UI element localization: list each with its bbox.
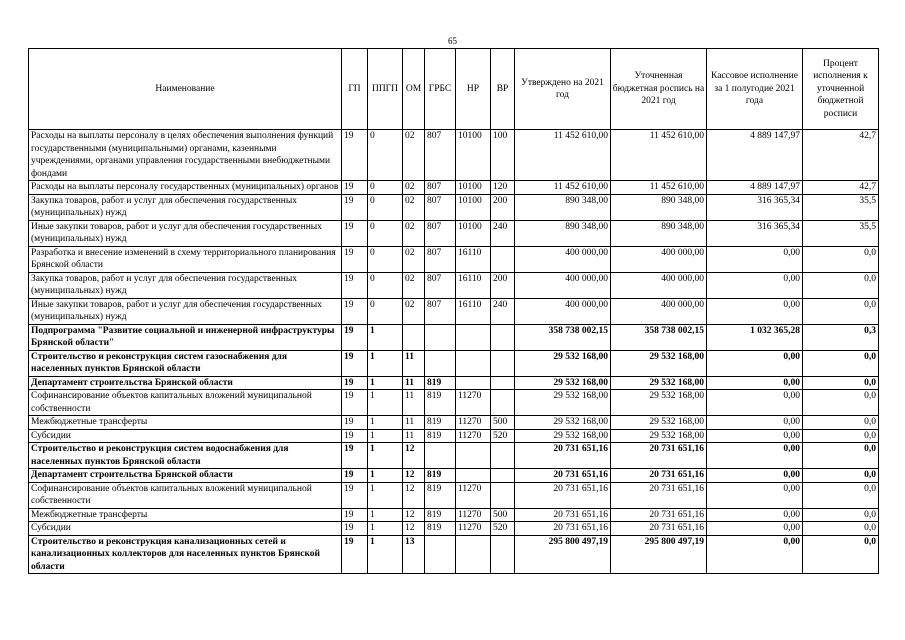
refined-cell: 295 800 497,19 xyxy=(611,535,707,574)
om-cell: 02 xyxy=(403,181,425,195)
nr-cell xyxy=(456,443,491,469)
cash-cell: 0,00 xyxy=(707,350,803,376)
ppgp-cell: 1 xyxy=(368,416,403,430)
ppgp-cell: 0 xyxy=(368,130,403,181)
name-cell: Департамент строительства Брянской области xyxy=(29,469,342,483)
cash-cell: 0,00 xyxy=(707,535,803,574)
name-cell: Строительство и реконструкция канализационных сетей и канализационных коллекторов для населенных пунктов Брянской области xyxy=(29,535,342,574)
percent-cell: 0,0 xyxy=(803,429,879,443)
gp-cell: 19 xyxy=(342,298,368,324)
vr-cell xyxy=(491,376,515,390)
gp-cell: 19 xyxy=(342,522,368,536)
gp-cell: 19 xyxy=(342,390,368,416)
grbs-cell: 819 xyxy=(425,416,456,430)
vr-cell xyxy=(491,443,515,469)
gp-cell: 19 xyxy=(342,246,368,272)
gp-cell: 19 xyxy=(342,482,368,508)
name-cell: Разработка и внесение изменений в схему территориального планирования Брянской области xyxy=(29,246,342,272)
vr-cell xyxy=(491,390,515,416)
grbs-cell: 819 xyxy=(425,390,456,416)
om-cell: 11 xyxy=(403,376,425,390)
name-cell: Расходы на выплаты персоналу государственных (муниципальных) органов xyxy=(29,181,342,195)
om-cell: 12 xyxy=(403,482,425,508)
vr-cell: 200 xyxy=(491,194,515,220)
table-row xyxy=(29,469,879,483)
om-cell: 11 xyxy=(403,390,425,416)
cash-cell: 0,00 xyxy=(707,482,803,508)
vr-cell: 500 xyxy=(491,416,515,430)
name-cell: Строительство и реконструкция систем водоснабжения для населенных пунктов Брянской области xyxy=(29,443,342,469)
gp-cell: 19 xyxy=(342,535,368,574)
nr-cell xyxy=(456,376,491,390)
ppgp-cell: 0 xyxy=(368,220,403,246)
om-cell: 11 xyxy=(403,429,425,443)
nr-cell xyxy=(456,469,491,483)
name-cell: Межбюджетные трансферты xyxy=(29,508,342,522)
ppgp-cell: 0 xyxy=(368,194,403,220)
cash-cell: 316 365,34 xyxy=(707,220,803,246)
approved-cell: 11 452 610,00 xyxy=(515,181,611,195)
approved-cell: 20 731 651,16 xyxy=(515,508,611,522)
grbs-cell: 807 xyxy=(425,246,456,272)
approved-cell: 29 532 168,00 xyxy=(515,350,611,376)
table-row xyxy=(29,390,879,416)
om-cell: 11 xyxy=(403,416,425,430)
table-row xyxy=(29,416,879,430)
nr-cell xyxy=(456,350,491,376)
percent-cell: 0,0 xyxy=(803,508,879,522)
percent-cell: 0,0 xyxy=(803,522,879,536)
name-cell: Софинансирование объектов капитальных вложений муниципальной собственности xyxy=(29,482,342,508)
grbs-cell: 807 xyxy=(425,220,456,246)
percent-cell: 0,0 xyxy=(803,246,879,272)
nr-cell: 11270 xyxy=(456,416,491,430)
ppgp-cell: 1 xyxy=(368,376,403,390)
approved-cell: 20 731 651,16 xyxy=(515,469,611,483)
approved-cell: 29 532 168,00 xyxy=(515,376,611,390)
percent-cell: 35,5 xyxy=(803,194,879,220)
ppgp-cell: 1 xyxy=(368,535,403,574)
name-cell: Подпрограмма "Развитие социальной и инженерной инфраструктуры Брянской области" xyxy=(29,324,342,350)
header-refined: Уточненная бюджетная роспись на 2021 год xyxy=(611,49,707,130)
vr-cell xyxy=(491,482,515,508)
ppgp-cell: 1 xyxy=(368,508,403,522)
gp-cell: 19 xyxy=(342,429,368,443)
name-cell: Софинансирование объектов капитальных вложений муниципальной собственности xyxy=(29,390,342,416)
cash-cell: 4 889 147,97 xyxy=(707,130,803,181)
refined-cell: 29 532 168,00 xyxy=(611,416,707,430)
approved-cell: 29 532 168,00 xyxy=(515,429,611,443)
table-row xyxy=(29,246,879,272)
table-row xyxy=(29,376,879,390)
cash-cell: 1 032 365,28 xyxy=(707,324,803,350)
ppgp-cell: 0 xyxy=(368,181,403,195)
refined-cell: 29 532 168,00 xyxy=(611,429,707,443)
ppgp-cell: 1 xyxy=(368,390,403,416)
vr-cell: 520 xyxy=(491,429,515,443)
om-cell: 02 xyxy=(403,272,425,298)
gp-cell: 19 xyxy=(342,220,368,246)
nr-cell xyxy=(456,535,491,574)
gp-cell: 19 xyxy=(342,508,368,522)
ppgp-cell: 1 xyxy=(368,522,403,536)
grbs-cell: 819 xyxy=(425,482,456,508)
vr-cell: 520 xyxy=(491,522,515,536)
ppgp-cell: 1 xyxy=(368,350,403,376)
approved-cell: 358 738 002,15 xyxy=(515,324,611,350)
refined-cell: 890 348,00 xyxy=(611,220,707,246)
header-gp: ГП xyxy=(342,49,368,130)
gp-cell: 19 xyxy=(342,469,368,483)
cash-cell: 0,00 xyxy=(707,298,803,324)
table-row xyxy=(29,429,879,443)
percent-cell: 0,0 xyxy=(803,416,879,430)
cash-cell: 0,00 xyxy=(707,376,803,390)
ppgp-cell: 1 xyxy=(368,469,403,483)
refined-cell: 29 532 168,00 xyxy=(611,376,707,390)
cash-cell: 0,00 xyxy=(707,508,803,522)
refined-cell: 20 731 651,16 xyxy=(611,482,707,508)
table-row xyxy=(29,324,879,350)
percent-cell: 0,0 xyxy=(803,469,879,483)
approved-cell: 400 000,00 xyxy=(515,298,611,324)
refined-cell: 29 532 168,00 xyxy=(611,390,707,416)
grbs-cell xyxy=(425,324,456,350)
nr-cell xyxy=(456,324,491,350)
om-cell: 02 xyxy=(403,130,425,181)
table-row xyxy=(29,194,879,220)
approved-cell: 20 731 651,16 xyxy=(515,482,611,508)
name-cell: Расходы на выплаты персоналу в целях обеспечения выполнения функций государственными (муниципальными) органами, казенными учреждениями, органами управления государственными внебюджетными фондами xyxy=(29,130,342,181)
percent-cell: 0,0 xyxy=(803,272,879,298)
refined-cell: 29 532 168,00 xyxy=(611,350,707,376)
grbs-cell: 819 xyxy=(425,429,456,443)
gp-cell: 19 xyxy=(342,194,368,220)
approved-cell: 400 000,00 xyxy=(515,272,611,298)
table-row xyxy=(29,443,879,469)
gp-cell: 19 xyxy=(342,272,368,298)
nr-cell: 11270 xyxy=(456,508,491,522)
table-header-row xyxy=(29,49,879,130)
cash-cell: 0,00 xyxy=(707,522,803,536)
nr-cell: 16110 xyxy=(456,272,491,298)
approved-cell: 890 348,00 xyxy=(515,194,611,220)
header-cash: Кассовое исполнение за 1 полугодие 2021 года xyxy=(707,49,803,130)
name-cell: Иные закупки товаров, работ и услуг для обеспечения государственных (муниципальных) нужд xyxy=(29,298,342,324)
nr-cell: 11270 xyxy=(456,522,491,536)
om-cell: 12 xyxy=(403,469,425,483)
ppgp-cell: 1 xyxy=(368,443,403,469)
refined-cell: 20 731 651,16 xyxy=(611,508,707,522)
header-percent: Процент исполнения к уточненной бюджетной росписи xyxy=(803,49,879,130)
ppgp-cell: 0 xyxy=(368,246,403,272)
table-row xyxy=(29,220,879,246)
ppgp-cell: 1 xyxy=(368,482,403,508)
percent-cell: 0,0 xyxy=(803,482,879,508)
gp-cell: 19 xyxy=(342,130,368,181)
approved-cell: 29 532 168,00 xyxy=(515,390,611,416)
grbs-cell: 819 xyxy=(425,508,456,522)
page-number: 65 xyxy=(448,36,457,46)
percent-cell: 0,0 xyxy=(803,535,879,574)
nr-cell: 16110 xyxy=(456,246,491,272)
gp-cell: 19 xyxy=(342,181,368,195)
vr-cell: 240 xyxy=(491,298,515,324)
percent-cell: 0,0 xyxy=(803,376,879,390)
ppgp-cell: 0 xyxy=(368,272,403,298)
grbs-cell: 807 xyxy=(425,181,456,195)
refined-cell: 20 731 651,16 xyxy=(611,469,707,483)
om-cell: 02 xyxy=(403,298,425,324)
table-row xyxy=(29,130,879,181)
approved-cell: 890 348,00 xyxy=(515,220,611,246)
cash-cell: 316 365,34 xyxy=(707,194,803,220)
name-cell: Департамент строительства Брянской области xyxy=(29,376,342,390)
name-cell: Иные закупки товаров, работ и услуг для обеспечения государственных (муниципальных) нужд xyxy=(29,220,342,246)
grbs-cell: 819 xyxy=(425,376,456,390)
nr-cell: 10100 xyxy=(456,181,491,195)
vr-cell xyxy=(491,535,515,574)
grbs-cell: 819 xyxy=(425,522,456,536)
ppgp-cell: 1 xyxy=(368,324,403,350)
percent-cell: 42,7 xyxy=(803,130,879,181)
header-nr: НР xyxy=(456,49,491,130)
om-cell xyxy=(403,324,425,350)
om-cell: 02 xyxy=(403,246,425,272)
cash-cell: 0,00 xyxy=(707,429,803,443)
cash-cell: 0,00 xyxy=(707,443,803,469)
table-row xyxy=(29,482,879,508)
om-cell: 02 xyxy=(403,194,425,220)
percent-cell: 0,0 xyxy=(803,350,879,376)
ppgp-cell: 1 xyxy=(368,429,403,443)
name-cell: Строительство и реконструкция систем газоснабжения для населенных пунктов Брянской области xyxy=(29,350,342,376)
refined-cell: 358 738 002,15 xyxy=(611,324,707,350)
approved-cell: 11 452 610,00 xyxy=(515,130,611,181)
approved-cell: 20 731 651,16 xyxy=(515,522,611,536)
vr-cell xyxy=(491,350,515,376)
refined-cell: 400 000,00 xyxy=(611,298,707,324)
grbs-cell: 807 xyxy=(425,194,456,220)
cash-cell: 0,00 xyxy=(707,390,803,416)
approved-cell: 20 731 651,16 xyxy=(515,443,611,469)
grbs-cell: 807 xyxy=(425,272,456,298)
cash-cell: 0,00 xyxy=(707,246,803,272)
nr-cell: 10100 xyxy=(456,130,491,181)
gp-cell: 19 xyxy=(342,443,368,469)
refined-cell: 400 000,00 xyxy=(611,272,707,298)
table-row xyxy=(29,298,879,324)
refined-cell: 20 731 651,16 xyxy=(611,443,707,469)
nr-cell: 11270 xyxy=(456,390,491,416)
table-row xyxy=(29,508,879,522)
grbs-cell xyxy=(425,350,456,376)
om-cell: 12 xyxy=(403,508,425,522)
gp-cell: 19 xyxy=(342,416,368,430)
table-body xyxy=(29,130,879,574)
percent-cell: 42,7 xyxy=(803,181,879,195)
approved-cell: 29 532 168,00 xyxy=(515,416,611,430)
header-grbs: ГРБС xyxy=(425,49,456,130)
om-cell: 11 xyxy=(403,350,425,376)
refined-cell: 400 000,00 xyxy=(611,246,707,272)
refined-cell: 890 348,00 xyxy=(611,194,707,220)
header-om: ОМ xyxy=(403,49,425,130)
table-row xyxy=(29,181,879,195)
approved-cell: 295 800 497,19 xyxy=(515,535,611,574)
percent-cell: 0,0 xyxy=(803,443,879,469)
percent-cell: 0,3 xyxy=(803,324,879,350)
om-cell: 13 xyxy=(403,535,425,574)
nr-cell: 16110 xyxy=(456,298,491,324)
vr-cell xyxy=(491,324,515,350)
refined-cell: 20 731 651,16 xyxy=(611,522,707,536)
header-approved: Утверждено на 2021 год xyxy=(515,49,611,130)
header-vr: ВР xyxy=(491,49,515,130)
nr-cell: 11270 xyxy=(456,429,491,443)
budget-table xyxy=(28,48,879,574)
cash-cell: 0,00 xyxy=(707,416,803,430)
vr-cell xyxy=(491,246,515,272)
name-cell: Межбюджетные трансферты xyxy=(29,416,342,430)
grbs-cell: 807 xyxy=(425,298,456,324)
percent-cell: 35,5 xyxy=(803,220,879,246)
grbs-cell: 807 xyxy=(425,130,456,181)
vr-cell xyxy=(491,469,515,483)
percent-cell: 0,0 xyxy=(803,390,879,416)
cash-cell: 0,00 xyxy=(707,469,803,483)
table-row xyxy=(29,272,879,298)
table-row xyxy=(29,350,879,376)
gp-cell: 19 xyxy=(342,376,368,390)
refined-cell: 11 452 610,00 xyxy=(611,130,707,181)
vr-cell: 240 xyxy=(491,220,515,246)
nr-cell: 10100 xyxy=(456,194,491,220)
table-row xyxy=(29,522,879,536)
ppgp-cell: 0 xyxy=(368,298,403,324)
cash-cell: 4 889 147,97 xyxy=(707,181,803,195)
vr-cell: 120 xyxy=(491,181,515,195)
om-cell: 12 xyxy=(403,443,425,469)
table-row xyxy=(29,535,879,574)
name-cell: Субсидии xyxy=(29,429,342,443)
grbs-cell xyxy=(425,535,456,574)
header-name: Наименование xyxy=(29,49,342,130)
vr-cell: 500 xyxy=(491,508,515,522)
name-cell: Закупка товаров, работ и услуг для обеспечения государственных (муниципальных) нужд xyxy=(29,194,342,220)
grbs-cell xyxy=(425,443,456,469)
name-cell: Субсидии xyxy=(29,522,342,536)
grbs-cell: 819 xyxy=(425,469,456,483)
nr-cell: 10100 xyxy=(456,220,491,246)
approved-cell: 400 000,00 xyxy=(515,246,611,272)
vr-cell: 200 xyxy=(491,272,515,298)
header-ppgp: ППГП xyxy=(368,49,403,130)
gp-cell: 19 xyxy=(342,350,368,376)
gp-cell: 19 xyxy=(342,324,368,350)
percent-cell: 0,0 xyxy=(803,298,879,324)
om-cell: 02 xyxy=(403,220,425,246)
name-cell: Закупка товаров, работ и услуг для обеспечения государственных (муниципальных) нужд xyxy=(29,272,342,298)
nr-cell: 11270 xyxy=(456,482,491,508)
refined-cell: 11 452 610,00 xyxy=(611,181,707,195)
cash-cell: 0,00 xyxy=(707,272,803,298)
om-cell: 12 xyxy=(403,522,425,536)
vr-cell: 100 xyxy=(491,130,515,181)
